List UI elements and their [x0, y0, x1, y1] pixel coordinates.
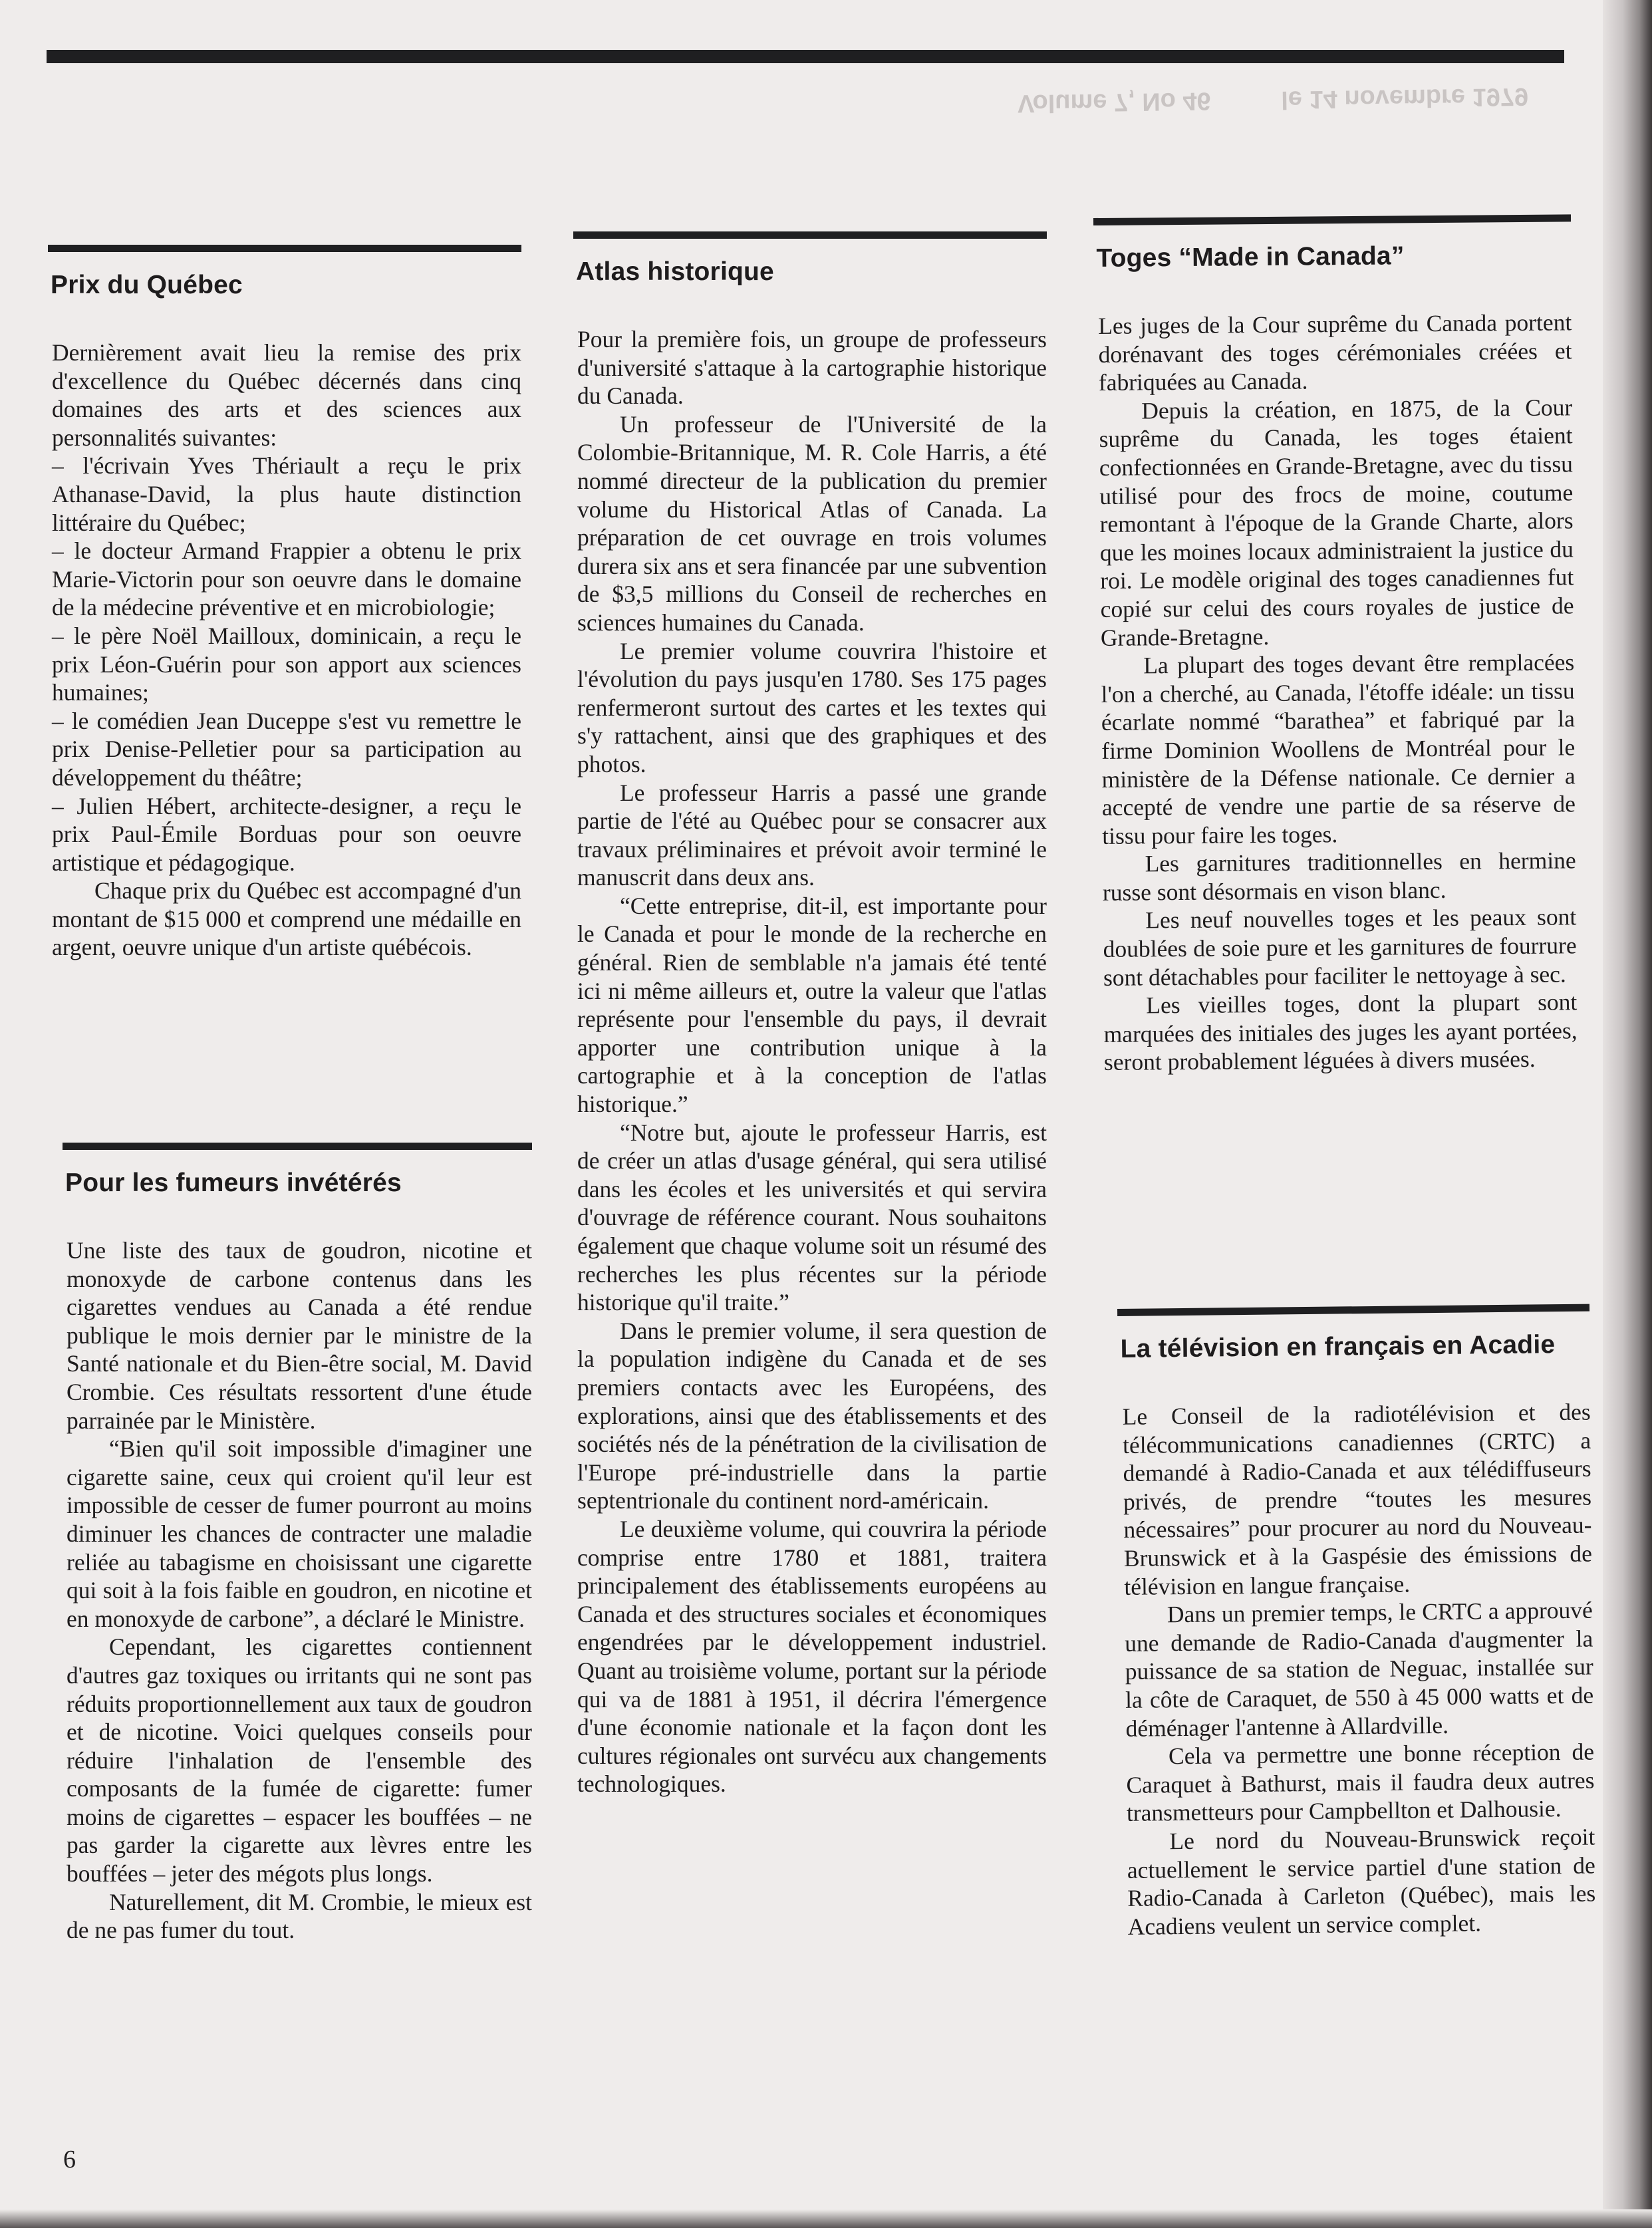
article-body	[573, 325, 1047, 1798]
bleed-through-header: Volume 7, No 46 le 14 novembre 1979	[1017, 82, 1529, 118]
paragraph: Une liste des taux de goudron, nicotine et monoxyde de carbone contenus dans les cigarettes vendues au Canada a été rendue publique le mois dernier par le ministre de la Santé nationale et du Bien-être social, M. David Crombie. Ces résultats ressortent d'une étude parrainée par le Ministère.	[67, 1237, 532, 1434]
page-bottom-edge	[0, 2209, 1652, 2228]
article-rule	[63, 1143, 532, 1150]
paragraph: – l'écrivain Yves Thériault a reçu le prix Athanase-David, la plus haute distinction littéraire du Québec;	[52, 452, 521, 536]
binding-shadow	[1603, 0, 1652, 2228]
paragraph: Le nord du Nouveau-Brunswick reçoit actuellement le service partiel d'une station de Radio-Canada à Carleton (Québec), mais les Acadiens veulent un service complet.	[1127, 1823, 1596, 1940]
article-fumeurs	[63, 1143, 532, 1945]
paragraph: Cependant, les cigarettes contiennent d'autres gaz toxiques ou irritants qui ne sont pas réduits proportionnellement aux taux de goudron et de nicotine. Voici quelques conseils pour réduire l'inhalation de l'ensemble des composants de la fumée de cigarette: fumer moins de cigarettes – espacer les bouffées – ne pas garder la cigarette aux lèvres entre les bouffées – jeter des mégots plus longs.	[67, 1633, 532, 1887]
article-body	[1094, 308, 1578, 1077]
paragraph: – le père Noël Mailloux, dominicain, a reçu le prix Léon-Guérin pour son apport aux sciences humaines;	[52, 622, 521, 706]
article-title: Prix du Québec	[51, 271, 243, 299]
paragraph: – le comédien Jean Duceppe s'est vu remettre le prix Denise-Pelletier pour sa participation au développement du théâtre;	[52, 707, 521, 791]
paragraph: Cela va permettre une bonne réception de Caraquet à Bathurst, mais il faudra deux autres transmetteurs pour Campbellton et Dalhousie.	[1126, 1738, 1595, 1827]
paragraph: “Notre but, ajoute le professeur Harris, est de créer un atlas d'usage général, qui sera utilisé dans les écoles et les universités et qui servira d'ouvrage de référence courant. Nous souhaitons également que chaque volume soit un résumé des recherches les plus récentes sur la période historique qu'il traite.”	[577, 1119, 1047, 1316]
paragraph: Le Conseil de la radiotélévision et des télécommunications canadiennes (CRTC) a demandé à Radio-Canada et aux télédiffuseurs privés, de prendre “toutes les mesures nécessaires” pour procurer au nord du Nouveau-Brunswick et à la Gaspésie des émissions de télévision en langue française.	[1122, 1398, 1593, 1600]
paragraph: Dans le premier volume, il sera question de la population indigène du Canada et de ses premiers contacts avec les Européens, des explorations, ainsi que des établissements et des sociétés nés de la pénétration de la civilisation de l'Europe pré-industrielle dans la partie septentrionale du continent nord-américain.	[577, 1317, 1047, 1514]
paragraph: Les garnitures traditionnelles en hermine russe sont désormais en vison blanc.	[1102, 847, 1576, 906]
paragraph: “Bien qu'il soit impossible d'imaginer une cigarette saine, ceux qui croient qu'il leur est impossible de cesser de fumer pourront au moins diminuer les chances de contracter une maladie reliée au tabagisme en choisissant une cigarette qui soit à la fois faible en goudron, en nicotine et en monoxyde de carbone”, a déclaré le Ministre.	[67, 1435, 532, 1632]
paragraph: Le deuxième volume, qui couvrira la période comprise entre 1780 et 1881, traitera principalement des établissements européens au Canada et des structures sociales et économiques engendrées par le développement industriel. Quant au troisième volume, portant sur la période qui va de 1881 à 1951, il décrira l'émergence d'une économie nationale et la façon dont les cultures régionales ont survécu aux changements technologiques.	[577, 1515, 1047, 1798]
paragraph: Le premier volume couvrira l'histoire et l'évolution du pays jusqu'en 1780. Ses 175 pages renfermeront surtout des cartes et les textes qui s'y rattachent, ainsi que des graphiques et des photos.	[577, 637, 1047, 777]
article-prix-du-quebec	[48, 245, 521, 962]
article-title: La télévision en français en Acadie	[1120, 1330, 1556, 1363]
article-title: Toges “Made in Canada”	[1096, 241, 1405, 273]
article-atlas	[573, 231, 1047, 1798]
paragraph: Depuis la création, en 1875, de la Cour suprême du Canada, les toges étaient confectionnées en Grande-Bretagne, avec du tissu utilisé pour des frocs de moine, coutume remontant à l'époque de la Grande Charte, alors que les moines locaux administraient la justice du roi. Le modèle original des toges canadiennes fut copié sur celui des cours royales de justice de Grande-Bretagne.	[1099, 394, 1574, 651]
article-rule	[1117, 1304, 1589, 1316]
paragraph: Un professeur de l'Université de la Colombie-Britannique, M. R. Cole Harris, a été nommé directeur de la publication du premier volume du Historical Atlas of Canada. La préparation de cet ouvrage en trois volumes durera six ans et sera financée par une subvention de $3,5 millions du Conseil de recherches en sciences humaines du Canada.	[577, 410, 1047, 636]
article-body	[63, 1236, 532, 1945]
article-rule	[573, 231, 1047, 239]
article-television	[1117, 1304, 1596, 1941]
paragraph: Les neuf nouvelles toges et les peaux sont doublées de soie pure et les garnitures de fourrure sont détachables pour faciliter le nettoyage à sec.	[1103, 903, 1577, 991]
paragraph: Pour la première fois, un groupe de professeurs d'université s'attaque à la cartographie historique du Canada.	[577, 326, 1047, 410]
article-title: Pour les fumeurs invétérés	[65, 1169, 402, 1197]
paragraph: Le professeur Harris a passé une grande partie de l'été au Québec pour se consacrer aux travaux préliminaires et prévoit avoir terminé le manuscrit dans deux ans.	[577, 779, 1047, 891]
paragraph: La plupart des toges devant être remplacées l'on a cherché, au Canada, l'étoffe idéale: un tissu écarlate nommé “barathea” et fabriqué par la firme Dominion Woollens de Montréal pour le ministère de la Défense nationale. Ce dernier a accepté de vendre une partie de sa réserve de tissu pour faire les toges.	[1101, 648, 1576, 849]
paragraph: Dernièrement avait lieu la remise des prix d'excellence du Québec décernés dans cinq domaines des arts et des sciences aux personnalités suivantes:	[52, 339, 521, 451]
article-toges	[1093, 214, 1578, 1077]
page-number: 6	[63, 2146, 76, 2173]
article-rule	[48, 245, 521, 252]
paragraph: Chaque prix du Québec est accompagné d'un montant de $15 000 et comprend une médaille en argent, oeuvre unique d'un artiste québécois.	[52, 877, 521, 961]
paragraph: “Cette entreprise, dit-il, est importante pour le Canada et pour le monde de la recherche en général. Rien de semblable n'a jamais été tenté ici ni même ailleurs et, outre la valeur que l'atlas représente pour l'ensemble du pays, il devrait apporter une contribution unique à la cartographie et à la conception de l'atlas historique.”	[577, 892, 1047, 1118]
top-rule	[47, 50, 1564, 63]
paragraph: – le docteur Armand Frappier a obtenu le prix Marie-Victorin pour son oeuvre dans le domaine de la médecine préventive et en microbiologie;	[52, 537, 521, 621]
paragraph: Naturellement, dit M. Crombie, le mieux est de ne pas fumer du tout.	[67, 1888, 532, 1944]
article-rule	[1093, 214, 1571, 225]
paragraph: – Julien Hébert, architecte-designer, a reçu le prix Paul-Émile Borduas pour son oeuvre artistique et pédagogique.	[52, 792, 521, 876]
article-body	[48, 339, 521, 962]
paragraph: Dans un premier temps, le CRTC a approuvé une demande de Radio-Canada d'augmenter la puissance de sa station de Neguac, installée sur la côte de Caraquet, de 550 à 45 000 watts et de déménager l'antenne à Allardville.	[1125, 1596, 1594, 1742]
paragraph: Les vieilles toges, dont la plupart sont marquées des initiales des juges les ayant portées, seront probablement léguées à divers musées.	[1103, 988, 1578, 1076]
paragraph: Les juges de la Cour suprême du Canada portent dorénavant des toges cérémoniales créées et fabriquées au Canada.	[1098, 309, 1572, 396]
article-title: Atlas historique	[576, 257, 774, 286]
article-body	[1118, 1398, 1595, 1941]
